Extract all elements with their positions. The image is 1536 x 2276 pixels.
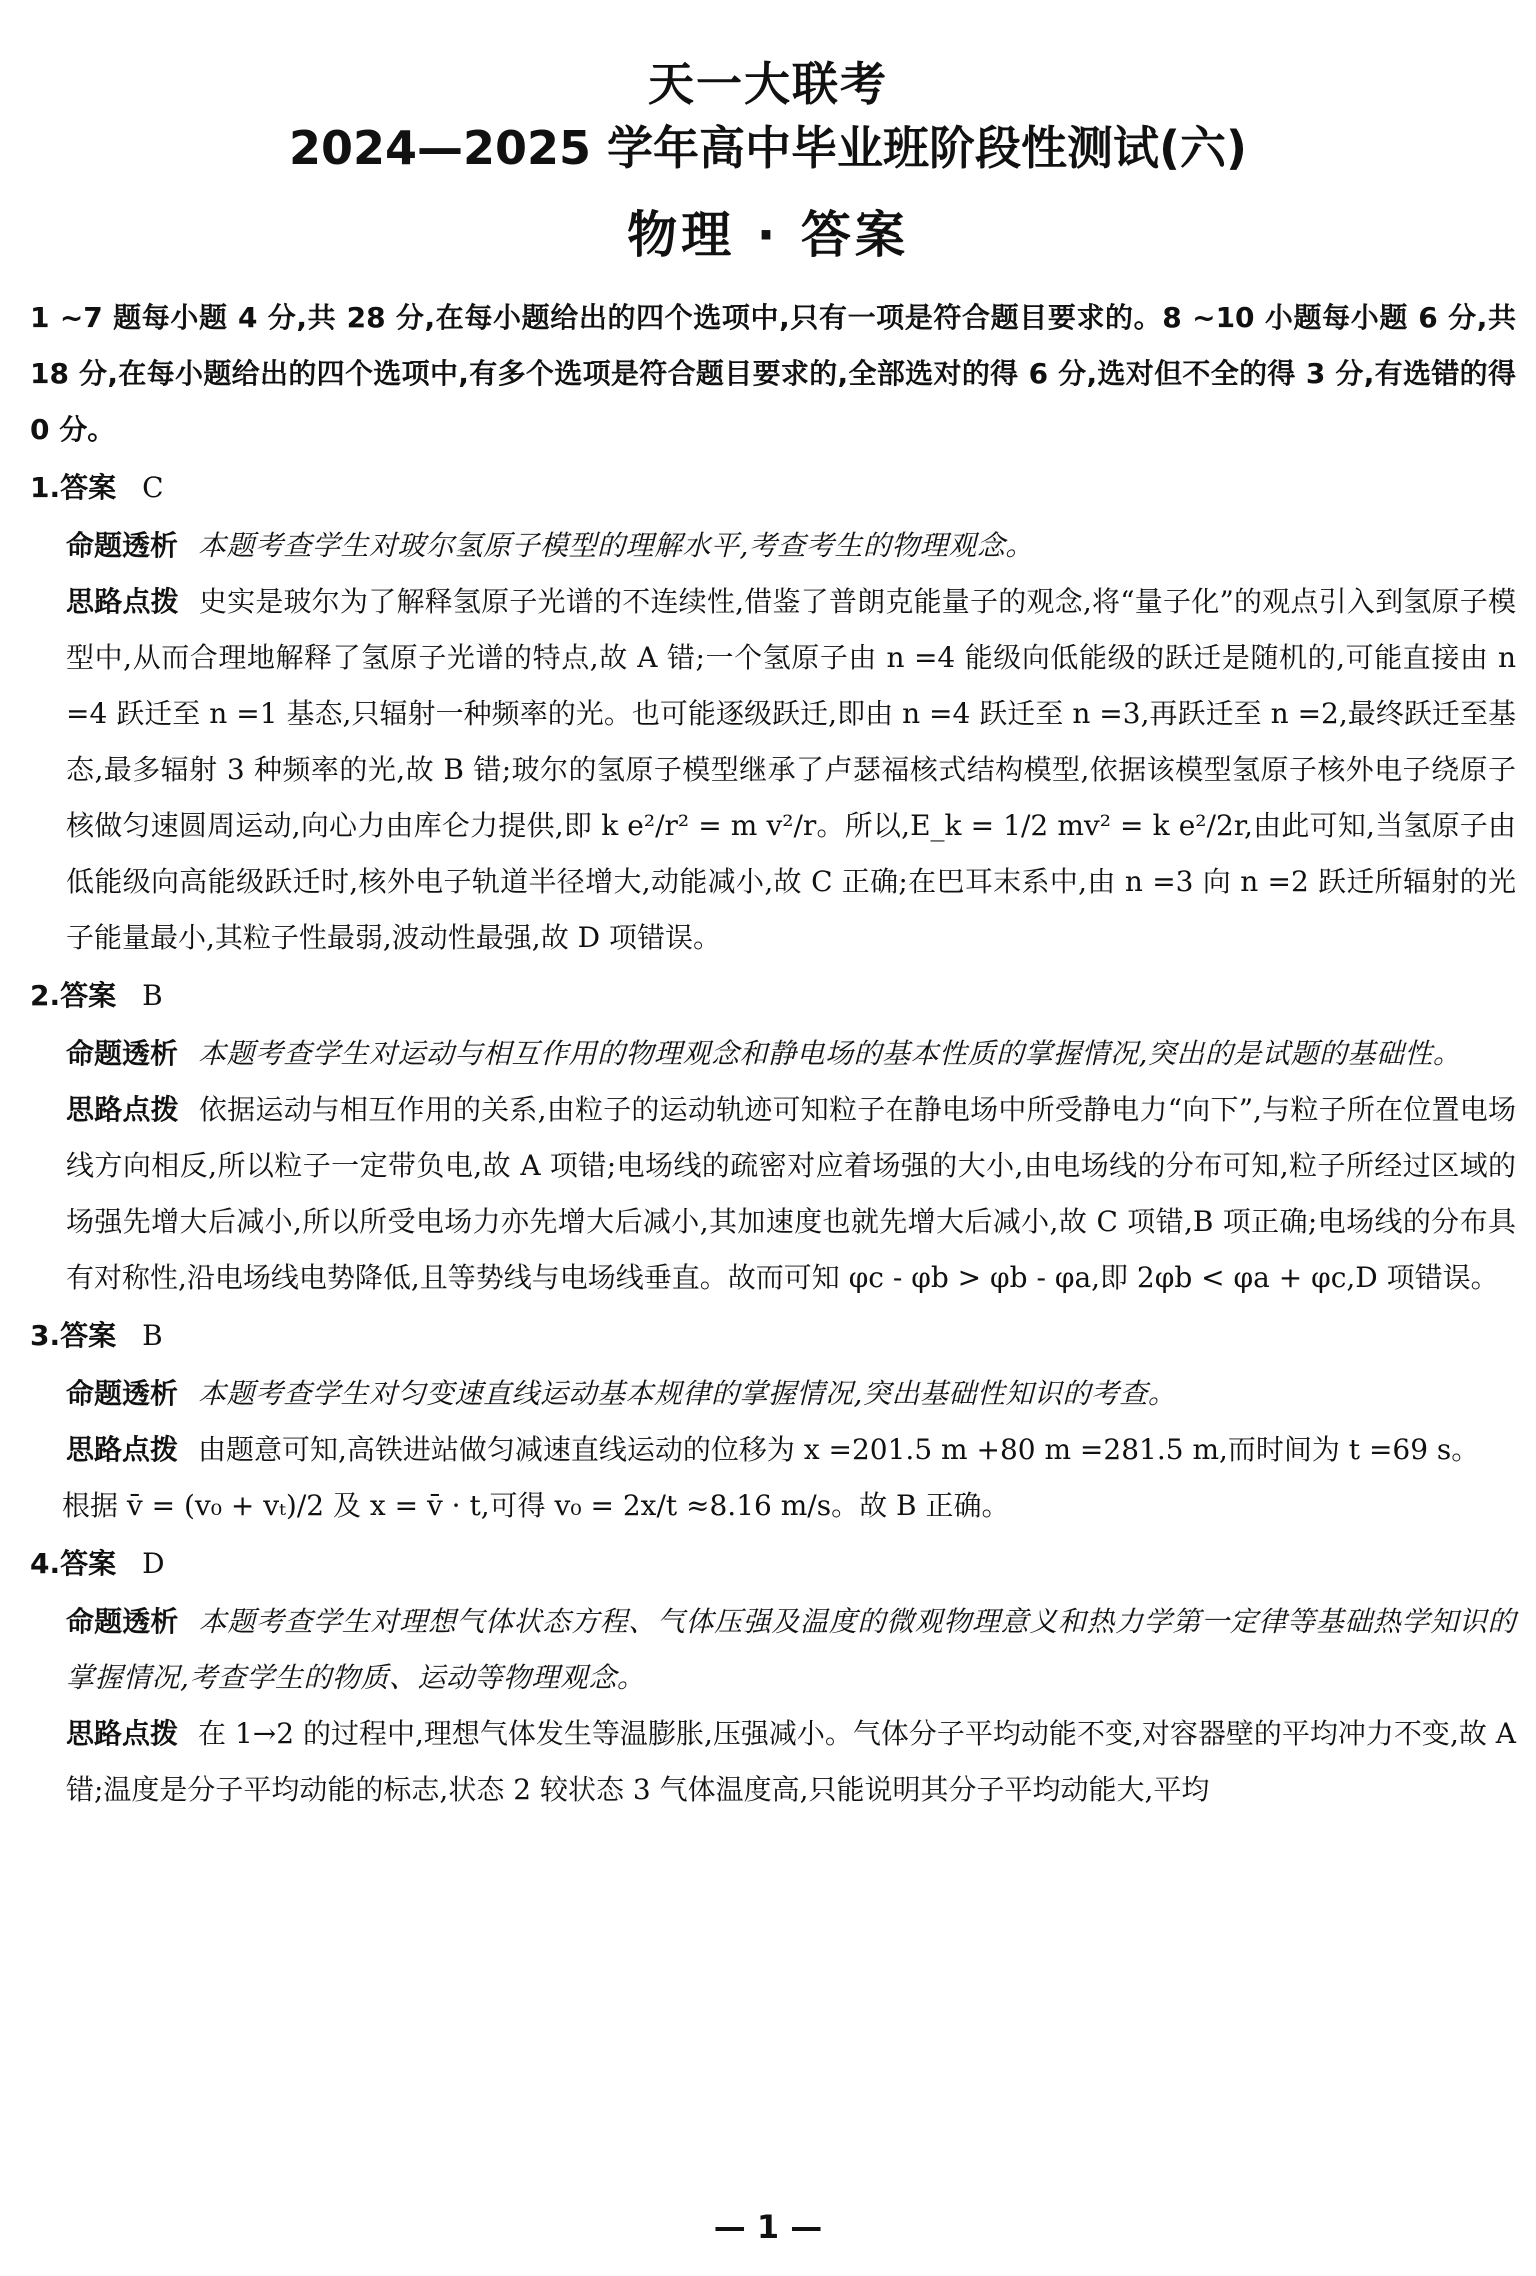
analysis-paragraph (30, 1026, 1516, 1082)
exam-title: 2024—2025 学年高中毕业班阶段性测试(六) (288, 121, 1248, 175)
question-number: 4. (30, 1547, 61, 1580)
hint-text: 依据运动与相互作用的关系,由粒子的运动轨迹可知粒子在静电场中所受静电力“向下”,与粒子所在位置电场线方向相反,所以粒子一定带负电,故 A 项错;电场线的疏密对应着场强的大小,由电场线的分布可知,粒子所经过区域的场强先增大后减小,所以所受电场力亦先增大后减小,其加速度也就先增大后减小,故 C 项错,B 项正确;电场线的分布具有对称性,沿电场线电势降低,且等势线与电场线垂直。故而可知 φc - φb > φb - φa,即 2φb < φa + φc,D 项错误。 (66, 1093, 1516, 1294)
answer-heading (30, 966, 1516, 1026)
question-3 (30, 1306, 1516, 1534)
hint-label: 思路点拨 (66, 1717, 179, 1750)
analysis-text: 本题考查学生对理想气体状态方程、气体压强及温度的微观物理意义和热力学第一定律等基础热学知识的掌握情况,考查学生的物质、运动等物理观念。 (66, 1605, 1516, 1694)
hint-paragraph (30, 1082, 1516, 1306)
hint-label: 思路点拨 (66, 1433, 179, 1466)
answer-heading (30, 458, 1516, 518)
answer-heading (30, 1306, 1516, 1366)
hint-label: 思路点拨 (66, 585, 179, 618)
analysis-text: 本题考查学生对玻尔氢原子模型的理解水平,考查考生的物理观念。 (198, 529, 1034, 562)
question-number: 2. (30, 979, 61, 1012)
hint-text: 在 1→2 的过程中,理想气体发生等温膨胀,压强减小。气体分子平均动能不变,对容器壁的平均冲力不变,故 A 错;温度是分子平均动能的标志,状态 2 较状态 3 气体温度高,只能说明其分子平均动能大,平均 (66, 1717, 1516, 1806)
hint-formula-line: 根据 v̄ = (v₀ + vₜ)/2 及 x = v̄ · t,可得 v₀ = 2x/t ≈8.16 m/s。故 B 正确。 (62, 1489, 1010, 1522)
answer-choice: D (142, 1547, 165, 1580)
answer-choice: C (142, 471, 164, 504)
answer-label: 答案 (60, 471, 117, 504)
answer-label: 答案 (60, 1319, 117, 1352)
analysis-label: 命题透析 (66, 529, 179, 562)
analysis-text: 本题考查学生对匀变速直线运动基本规律的掌握情况,突出基础性知识的考查。 (198, 1377, 1177, 1410)
answer-label: 答案 (60, 1547, 117, 1580)
question-2 (30, 966, 1516, 1306)
hint-paragraph (30, 1422, 1516, 1478)
question-number: 1. (30, 471, 61, 504)
question-number: 3. (30, 1319, 61, 1352)
question-4 (30, 1534, 1516, 1818)
question-1 (30, 458, 1516, 966)
hint-text: 由题意可知,高铁进站做匀减速直线运动的位移为 x =201.5 m +80 m =281.5 m,而时间为 t =69 s。 (198, 1433, 1480, 1466)
analysis-paragraph (30, 1594, 1516, 1706)
analysis-paragraph (30, 518, 1516, 574)
hint-paragraph (30, 1706, 1516, 1818)
analysis-paragraph (30, 1366, 1516, 1422)
hint-text: 史实是玻尔为了解释氢原子光谱的不连续性,借鉴了普朗克能量子的观念,将“量子化”的观点引入到氢原子模型中,从而合理地解释了氢原子光谱的特点,故 A 错;一个氢原子由 n =4 能级向低能级的跃迁是随机的,可能直接由 n =4 跃迁至 n =1 基态,只辐射一种频率的光。也可能逐级跃迁,即由 n =4 跃迁至 n =3,再跃迁至 n =2,最终跃迁至基态,最多辐射 3 种频率的光,故 B 错;玻尔的氢原子模型继承了卢瑟福核式结构模型,依据该模型氢原子核外电子绕原子核做匀速圆周运动,向心力由库仑力提供,即 k e²/r² = m v²/r。所以,E_k = 1/2 mv² = k e²/2r,由此可知,当氢原子由低能级向高能级跃迁时,核外电子轨道半径增大,动能减小,故 C 正确;在巴耳末系中,由 n =3 向 n =2 跃迁所辐射的光子能量最小,其粒子性最弱,波动性最强,故 D 项错误。 (66, 585, 1516, 954)
answer-label: 答案 (60, 979, 117, 1012)
answer-choice: B (142, 979, 163, 1012)
hint-label: 思路点拨 (66, 1093, 179, 1126)
analysis-label: 命题透析 (66, 1037, 179, 1070)
analysis-label: 命题透析 (66, 1377, 179, 1410)
answer-content (0, 290, 1536, 1818)
org-title: 天一大联考 (648, 57, 888, 111)
analysis-label: 命题透析 (66, 1605, 179, 1638)
hint-paragraph (30, 574, 1516, 966)
analysis-text: 本题考查学生对运动与相互作用的物理观念和静电场的基本性质的掌握情况,突出的是试题的基础性。 (198, 1037, 1462, 1070)
subject-title: 物理 · 答案 (627, 206, 909, 264)
page-number: — 1 — (713, 2208, 823, 2246)
page-header (0, 56, 1536, 268)
answer-heading (30, 1534, 1516, 1594)
answer-choice: B (142, 1319, 163, 1352)
scoring-instructions: 1 ~7 题每小题 4 分,共 28 分,在每小题给出的四个选项中,只有一项是符合题目要求的。8 ~10 小题每小题 6 分,共 18 分,在每小题给出的四个选项中,有多个选项是符合题目要求的,全部选对的得 6 分,选对但不全的得 3 分,有选错的得 0 分。 (30, 301, 1516, 446)
